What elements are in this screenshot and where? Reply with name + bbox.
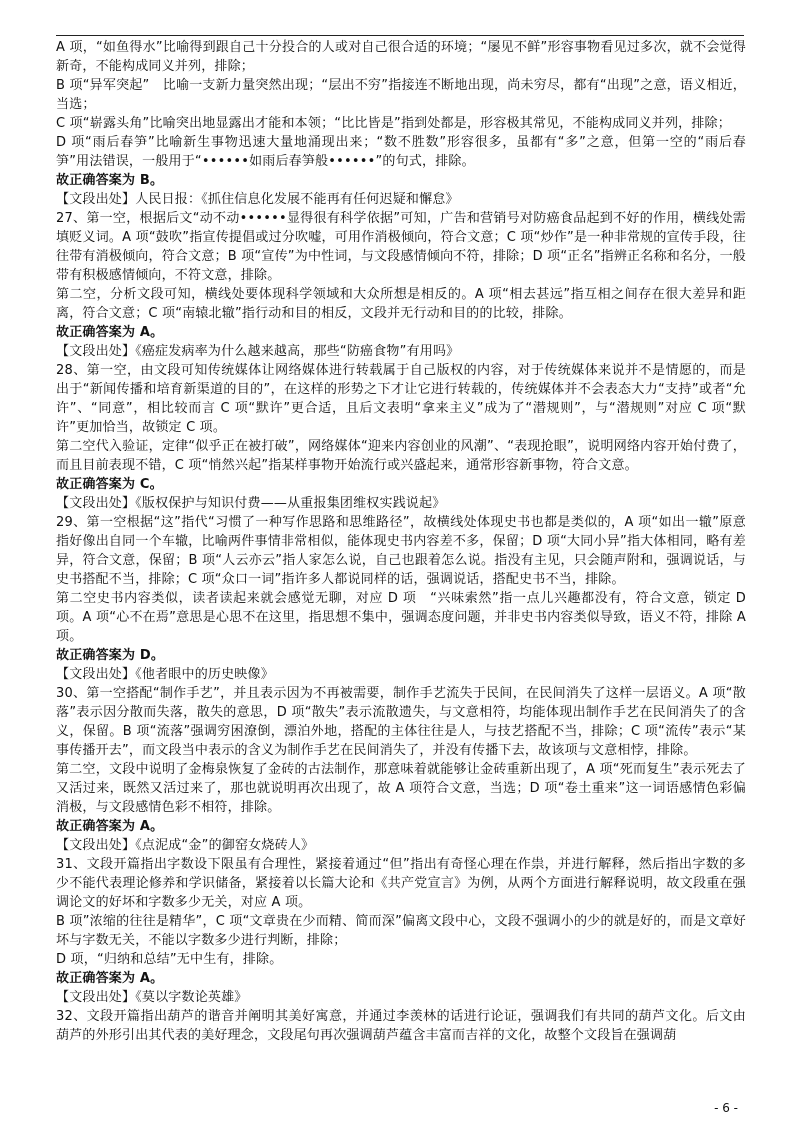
answer-line: 故正确答案为 A。 [56, 325, 164, 340]
paragraph: 【文段出处】《点泥成“金”的御窑女烧砖人》 [56, 838, 315, 853]
paragraph: D 项，“归纳和总结”无中生有，排除。 [56, 952, 283, 967]
paragraph: 【文段出处】《版权保护与知识付费——从重报集团维权实践说起》 [56, 496, 446, 511]
answer-line: 故正确答案为 C。 [56, 477, 163, 492]
document-body [56, 38, 746, 1045]
paragraph: 第二空，文段中说明了金梅泉恢复了金砖的古法制作，那意味着就能够让金砖重新出现了，A 项“死而复生”表示死去了又活过来，既然又活过来了，那也就说明再次出现了，故 A 项符合文意，当选；D 项“卷土重来”这一词语感情色彩偏消极，与文段感情色彩不相符，排除。 [56, 762, 746, 815]
answer-line: 故正确答案为 A。 [56, 819, 164, 834]
answer-line: 故正确答案为 D。 [56, 648, 165, 663]
answer-line: 故正确答案为 B。 [56, 173, 164, 188]
paragraph: D 项“雨后春笋”比喻新生事物迅速大量地涌现出来；“数不胜数”形容很多，虽都有“多”之意，但第一空的“雨后春笋”用法错误，一般用于“••••••如雨后春笋般••••••”的句式，排除。 [56, 135, 746, 169]
paragraph: 第二空代入验证，定律“似乎正在被打破”，网络媒体“迎来内容创业的风潮”、“表现抢眼”，说明网络内容开始付费了，而且目前表现不错，C 项“悄然兴起”指某样事物开始流行或兴盛起来，通常形容新事物，符合文意。 [56, 439, 746, 473]
paragraph: 29、第一空根据“这”指代“习惯了一种写作思路和思维路径”，故横线处体现史书也都是类似的，A 项“如出一辙”原意指好像出自同一个车辙，比喻两件事情非常相似，能体现史书内容差不多，保留；D 项“大同小异”指大体相同，略有差异，符合文意，保留；B 项“人云亦云”指人家怎么说，自己也跟着怎么说。指没有主见，只会随声附和，强调说话，与史书搭配不当，排除；C 项“众口一词”指许多人都说同样的话，强调说话，搭配史书不当，排除。 [56, 515, 746, 587]
paragraph: A 项，“如鱼得水”比喻得到跟自己十分投合的人或对自己很合适的环境；“屡见不鲜”形容事物看见过多次，就不会觉得新奇，不能构成同义并列，排除； [56, 40, 746, 74]
paragraph: 第二空史书内容类似，读者读起来就会感觉无聊，对应 D 项 “兴味索然”指一点儿兴趣都没有，符合文意，锁定 D 项。A 项“心不在焉”意思是心思不在这里，指思想不集中，强调态度问题，并非史书内容类似导致，语义不符，排除 A 项。 [56, 591, 746, 644]
paragraph: 【文段出处】《莫以字数论英雄》 [56, 990, 248, 1005]
paragraph: 28、第一空，由文段可知传统媒体让网络媒体进行转载属于自己版权的内容，对于传统媒体来说并不是情愿的，而是出于“新闻传播和培育新渠道的目的”，在这样的形势之下才让它进行转载的，传统媒体并不会表态大力“支持”或者“允许”、“同意”，相比较而言 C 项“默许”更合适，且后文表明“拿来主义”成为了“潜规则”，与“潜规则”对应 C 项“默许”更加恰当，故锁定 C 项。 [56, 363, 746, 435]
paragraph: B 项”浓缩的往往是精华”，C 项“文章贵在少而精、简而深”偏离文段中心，文段不强调小的少的就是好的，而是文章好坏与字数无关，不能以字数多少进行判断，排除； [56, 914, 746, 948]
paragraph: 27、第一空，根据后文“动不动••••••显得很有科学依据”可知，广告和营销号对防癌食品起到不好的作用，横线处需填贬义词。A 项“鼓吹”指宣传提倡或过分吹嘘，可用作消极倾向，符合文意；C 项“炒作”是一种非常规的宣传手段，往往带有消极倾向，符合文意；B 项“宣传”为中性词，与文段感情倾向不符，排除；D 项“正名”指辨正名称和名分，一般带有积极感情倾向，不符文意，排除。 [56, 211, 746, 283]
paragraph: 第二空，分析文段可知，横线处要体现科学领域和大众所想是相反的。A 项“相去甚远”指互相之间存在很大差异和距离，符合文意；C 项“南辕北辙”指行动和目的相反，文段并无行动和目的的比较，排除。 [56, 287, 746, 321]
paragraph: C 项“崭露头角”比喻突出地显露出才能和本领；“比比皆是”指到处都是，形容极其常见，不能构成同义并列，排除； [56, 116, 731, 131]
paragraph: 31、文段开篇指出字数设下限虽有合理性，紧接着通过“但”指出有奇怪心理在作祟，并进行解释，然后指出字数的多少不能代表理论修养和学识储备，紧接着以长篇大论和《共产党宣言》为例，从两个方面进行解释说明，故文段重在强调论文的好坏和字数多少无关，对应 A 项。 [56, 857, 746, 910]
paragraph: B 项“异军突起” 比喻一支新力量突然出现；“层出不穷”指接连不断地出现，尚未穷尽，都有“出现”之意，语义相近，当选； [56, 78, 746, 112]
paragraph: 32、文段开篇指出葫芦的谐音并阐明其美好寓意，并通过李羡林的话进行论证，强调我们有共同的葫芦文化。后文由葫芦的外形引出其代表的美好理念，文段尾句再次强调葫芦蕴含丰富而吉祥的文化，故整个文段旨在强调葫 [56, 1009, 746, 1043]
page-number: - 6 - [714, 1101, 738, 1115]
paragraph: 【文段出处】《癌症发病率为什么越来越高，那些“防癌食物”有用吗》 [56, 344, 460, 359]
answer-line: 故正确答案为 A。 [56, 971, 164, 986]
header-rule [56, 35, 744, 36]
paragraph: 【文段出处】《他者眼中的历史映像》 [56, 667, 274, 682]
paragraph: 30、第一空搭配“制作手艺”，并且表示因为不再被需要，制作手艺流失于民间，在民间消失了这样一层语义。A 项“散落”表示因分散而失落，散失的意思，D 项“散失”表示流散遗失，与文意相符，均能体现出制作手艺在民间消失了的含义，保留。B 项“流落”强调穷困潦倒，漂泊外地，搭配的主体往往是人，与技艺搭配不当，排除；C 项“流传”表示“某事传播开去”，而文段当中表示的含义为制作手艺在民间消失了，并没有传播下去，故该项与文意相悖，排除。 [56, 686, 746, 758]
paragraph: 【文段出处】人民日报：《抓住信息化发展不能再有任何迟疑和懈怠》 [56, 192, 459, 207]
